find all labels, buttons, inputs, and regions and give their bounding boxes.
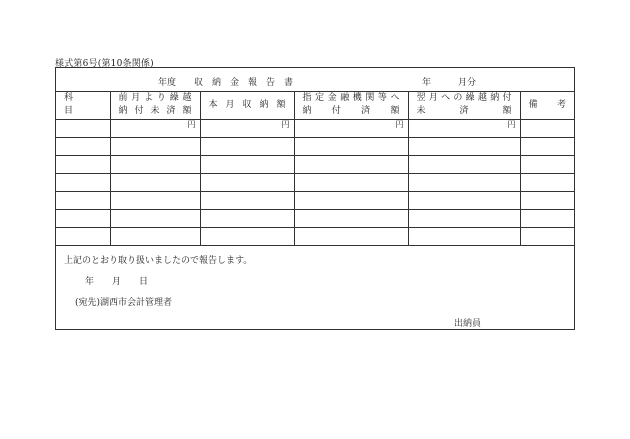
cell-item[interactable] (56, 210, 110, 228)
col-header-item: 科 目 (56, 91, 110, 120)
cell-paid-to-bank[interactable] (294, 174, 408, 192)
col-header-carryover-unpaid: 翌月への繰越納付 未 済 額 (408, 91, 520, 120)
cell-monthly-receipts[interactable] (200, 210, 294, 228)
cell-monthly-receipts[interactable] (200, 192, 294, 210)
cell-item[interactable] (56, 192, 110, 210)
cell-carryover-unpaid[interactable] (408, 174, 520, 192)
cell-carried-unpaid[interactable] (110, 192, 200, 210)
report-form (55, 67, 575, 330)
cell-carried-unpaid[interactable] (110, 138, 200, 156)
col-header-carried-unpaid: 前月より繰越 納付未済額 (110, 91, 200, 120)
col-header-monthly-receipts: 本月収納額 (200, 91, 294, 120)
cell-remarks[interactable] (520, 174, 574, 192)
report-date-line: 年 月 日 (85, 277, 149, 287)
cell-carryover-unpaid[interactable] (408, 156, 520, 174)
cell-monthly-receipts[interactable] (200, 228, 294, 246)
addressee: (宛先)湖西市会計管理者 (75, 298, 173, 308)
cell-carried-unpaid[interactable]: 円 (110, 120, 200, 138)
cell-paid-to-bank[interactable]: 円 (294, 120, 408, 138)
cell-carried-unpaid[interactable] (110, 174, 200, 192)
cell-remarks[interactable] (520, 192, 574, 210)
col-header-paid-to-bank: 指定金融機関等へ 納 付 済 額 (294, 91, 408, 120)
cell-item[interactable] (56, 156, 110, 174)
report-statement: 上記のとおり取り扱いましたので報告します。 (64, 256, 253, 266)
table-row (56, 192, 574, 210)
cell-remarks[interactable] (520, 120, 574, 138)
header-row (56, 91, 574, 120)
cell-carryover-unpaid[interactable]: 円 (408, 120, 520, 138)
table-row (56, 138, 574, 156)
signer-label: 出納員 (454, 319, 482, 329)
cell-monthly-receipts[interactable] (200, 174, 294, 192)
cell-monthly-receipts[interactable] (200, 156, 294, 174)
cell-remarks[interactable] (520, 138, 574, 156)
cell-remarks[interactable] (520, 210, 574, 228)
cell-carried-unpaid[interactable] (110, 210, 200, 228)
col-header-remarks: 備 考 (520, 91, 574, 120)
cell-carried-unpaid[interactable] (110, 156, 200, 174)
cell-item[interactable] (56, 120, 110, 138)
cell-paid-to-bank[interactable] (294, 156, 408, 174)
table-row (56, 228, 574, 246)
report-title: 年度 収 納 金 報 告 書 (158, 78, 294, 88)
cell-paid-to-bank[interactable] (294, 210, 408, 228)
table-row (56, 210, 574, 228)
cell-monthly-receipts[interactable]: 円 (200, 120, 294, 138)
cell-carryover-unpaid[interactable] (408, 138, 520, 156)
cell-carryover-unpaid[interactable] (408, 192, 520, 210)
cell-paid-to-bank[interactable] (294, 192, 408, 210)
form-number-label: 様式第6号(第10条関係) (55, 59, 154, 69)
cell-item[interactable] (56, 174, 110, 192)
title-row (56, 68, 574, 92)
cell-paid-to-bank[interactable] (294, 228, 408, 246)
ledger-table (56, 91, 574, 246)
report-month: 年 月分 (422, 78, 477, 88)
cell-monthly-receipts[interactable] (200, 138, 294, 156)
table-row (56, 120, 574, 138)
cell-carried-unpaid[interactable] (110, 228, 200, 246)
table-row (56, 174, 574, 192)
cell-carryover-unpaid[interactable] (408, 228, 520, 246)
cell-item[interactable] (56, 138, 110, 156)
cell-carryover-unpaid[interactable] (408, 210, 520, 228)
cell-remarks[interactable] (520, 156, 574, 174)
cell-remarks[interactable] (520, 228, 574, 246)
table-row (56, 156, 574, 174)
cell-paid-to-bank[interactable] (294, 138, 408, 156)
cell-item[interactable] (56, 228, 110, 246)
